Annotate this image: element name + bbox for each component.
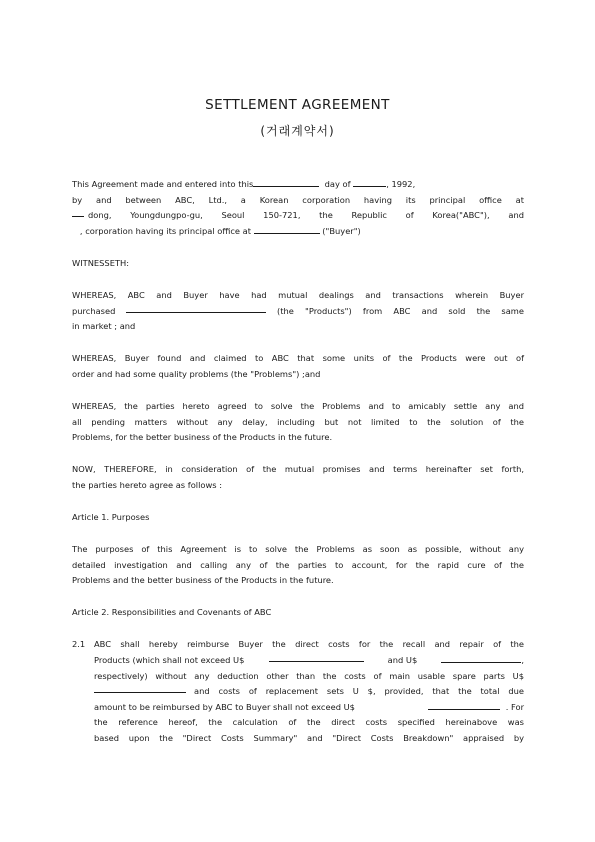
clause-text: , xyxy=(521,654,524,665)
clause-line-6: the reference hereof, the calculation of the direct costs specified hereinabove was xyxy=(94,717,524,728)
whereas2-line-2: order and had some quality problems (the "Problems") ;and xyxy=(72,368,321,379)
products-blank xyxy=(126,304,266,313)
whereas3-line-1: WHEREAS, the parties hereto agreed to solve the Problems and to amicably settle any and xyxy=(72,400,524,411)
now-line-1: NOW, THEREFORE, in consideration of the mutual promises and terms hereinafter set forth, xyxy=(72,464,524,475)
clause-text: and U$ xyxy=(387,654,418,665)
whereas2-line-1: WHEREAS, Buyer found and claimed to ABC that some units of the Products were out of xyxy=(72,353,524,364)
intro-text: , 1992, xyxy=(386,179,416,189)
clause-text: Products (which shall not exceed U$ xyxy=(94,654,245,665)
clause-line-4 xyxy=(94,684,524,700)
intro-text: This Agreement made and entered into this xyxy=(72,179,254,189)
whereas1-line-2 xyxy=(72,304,524,320)
whereas-paragraph-1 xyxy=(72,288,524,335)
now-therefore-paragraph xyxy=(72,462,524,493)
intro-text: ("Buyer") xyxy=(322,225,361,236)
whereas1-text: purchased xyxy=(72,305,116,316)
buyer-office-blank xyxy=(254,225,320,234)
intro-line-3 xyxy=(72,208,524,224)
whereas1-text: (the "Products") from ABC and sold the same xyxy=(276,305,524,316)
document-subtitle: (거래계약서) xyxy=(260,124,335,138)
article1-line-1: The purposes of this Agreement is to solve the Problems as soon as possible, without any xyxy=(72,544,524,554)
whereas-paragraph-3 xyxy=(72,399,524,446)
witnesseth-heading: WITNESSETH: xyxy=(72,257,130,268)
intro-line-1 xyxy=(72,177,524,193)
document-title: SETTLEMENT AGREEMENT xyxy=(205,97,390,113)
spare-parts-blank xyxy=(94,684,186,693)
intro-text: by and between ABC, Ltd., a Korean corporation having its principal office at xyxy=(72,194,524,205)
whereas3-line-2: all pending matters without any delay, including but not limited to the solution of the xyxy=(72,416,524,427)
clause-line-7: based upon the "Direct Costs Summary" and "Direct Costs Breakdown" appraised by xyxy=(94,732,524,743)
intro-paragraph xyxy=(72,177,524,239)
date-blank xyxy=(253,178,319,187)
whereas1-line-3: in market ; and xyxy=(72,321,136,332)
whereas1-line-1: WHEREAS, ABC and Buyer have had mutual dealings and transactions wherein Buyer xyxy=(72,289,524,300)
dong-blank xyxy=(72,208,84,217)
clause-line-1: ABC shall hereby reimburse Buyer the direct costs for the recall and repair of the xyxy=(94,639,524,650)
clause-text: amount to be reimbursed by ABC to Buyer shall not exceed U$ xyxy=(94,701,355,712)
whereas3-line-3: Problems, for the better business of the Products in the future. xyxy=(72,432,333,443)
clause-line-3: respectively) without any deduction other than the costs of main usable spare parts U$ xyxy=(94,670,524,681)
intro-text: dong, Youngdungpo-gu, Seoul 150-721, the Republic of Korea("ABC"), and xyxy=(88,210,524,221)
intro-line-2 xyxy=(72,193,524,209)
article-1-heading: Article 1. Purposes xyxy=(72,511,150,522)
whereas-paragraph-2 xyxy=(72,351,524,382)
month-blank xyxy=(353,178,386,187)
article1-line-2: detailed investigation and calling any of the parties to account, for the rapid cure of the xyxy=(72,559,524,570)
repair-cost-blank xyxy=(441,654,521,663)
recall-cost-blank xyxy=(269,653,364,662)
clause-text: . For xyxy=(505,701,524,712)
article1-line-3: Problems and the better business of the Products in the future. xyxy=(72,575,334,586)
article-1-paragraph xyxy=(72,542,524,589)
article-2-clause-2-1 xyxy=(72,637,524,746)
now-line-2: the parties hereto agree as follows : xyxy=(72,479,222,490)
clause-line-5 xyxy=(94,700,524,716)
clause-line-2 xyxy=(94,653,524,669)
article-2-heading: Article 2. Responsibilities and Covenants of ABC xyxy=(72,607,272,618)
intro-text: , corporation having its principal office at xyxy=(79,225,251,236)
intro-text: day of xyxy=(324,179,351,189)
total-amount-blank xyxy=(428,701,500,710)
clause-text: and costs of replacement sets U $, provided, that the total due xyxy=(194,686,524,697)
intro-line-4 xyxy=(72,224,524,240)
clause-number: 2.1 xyxy=(72,639,86,650)
document-body xyxy=(72,177,524,747)
